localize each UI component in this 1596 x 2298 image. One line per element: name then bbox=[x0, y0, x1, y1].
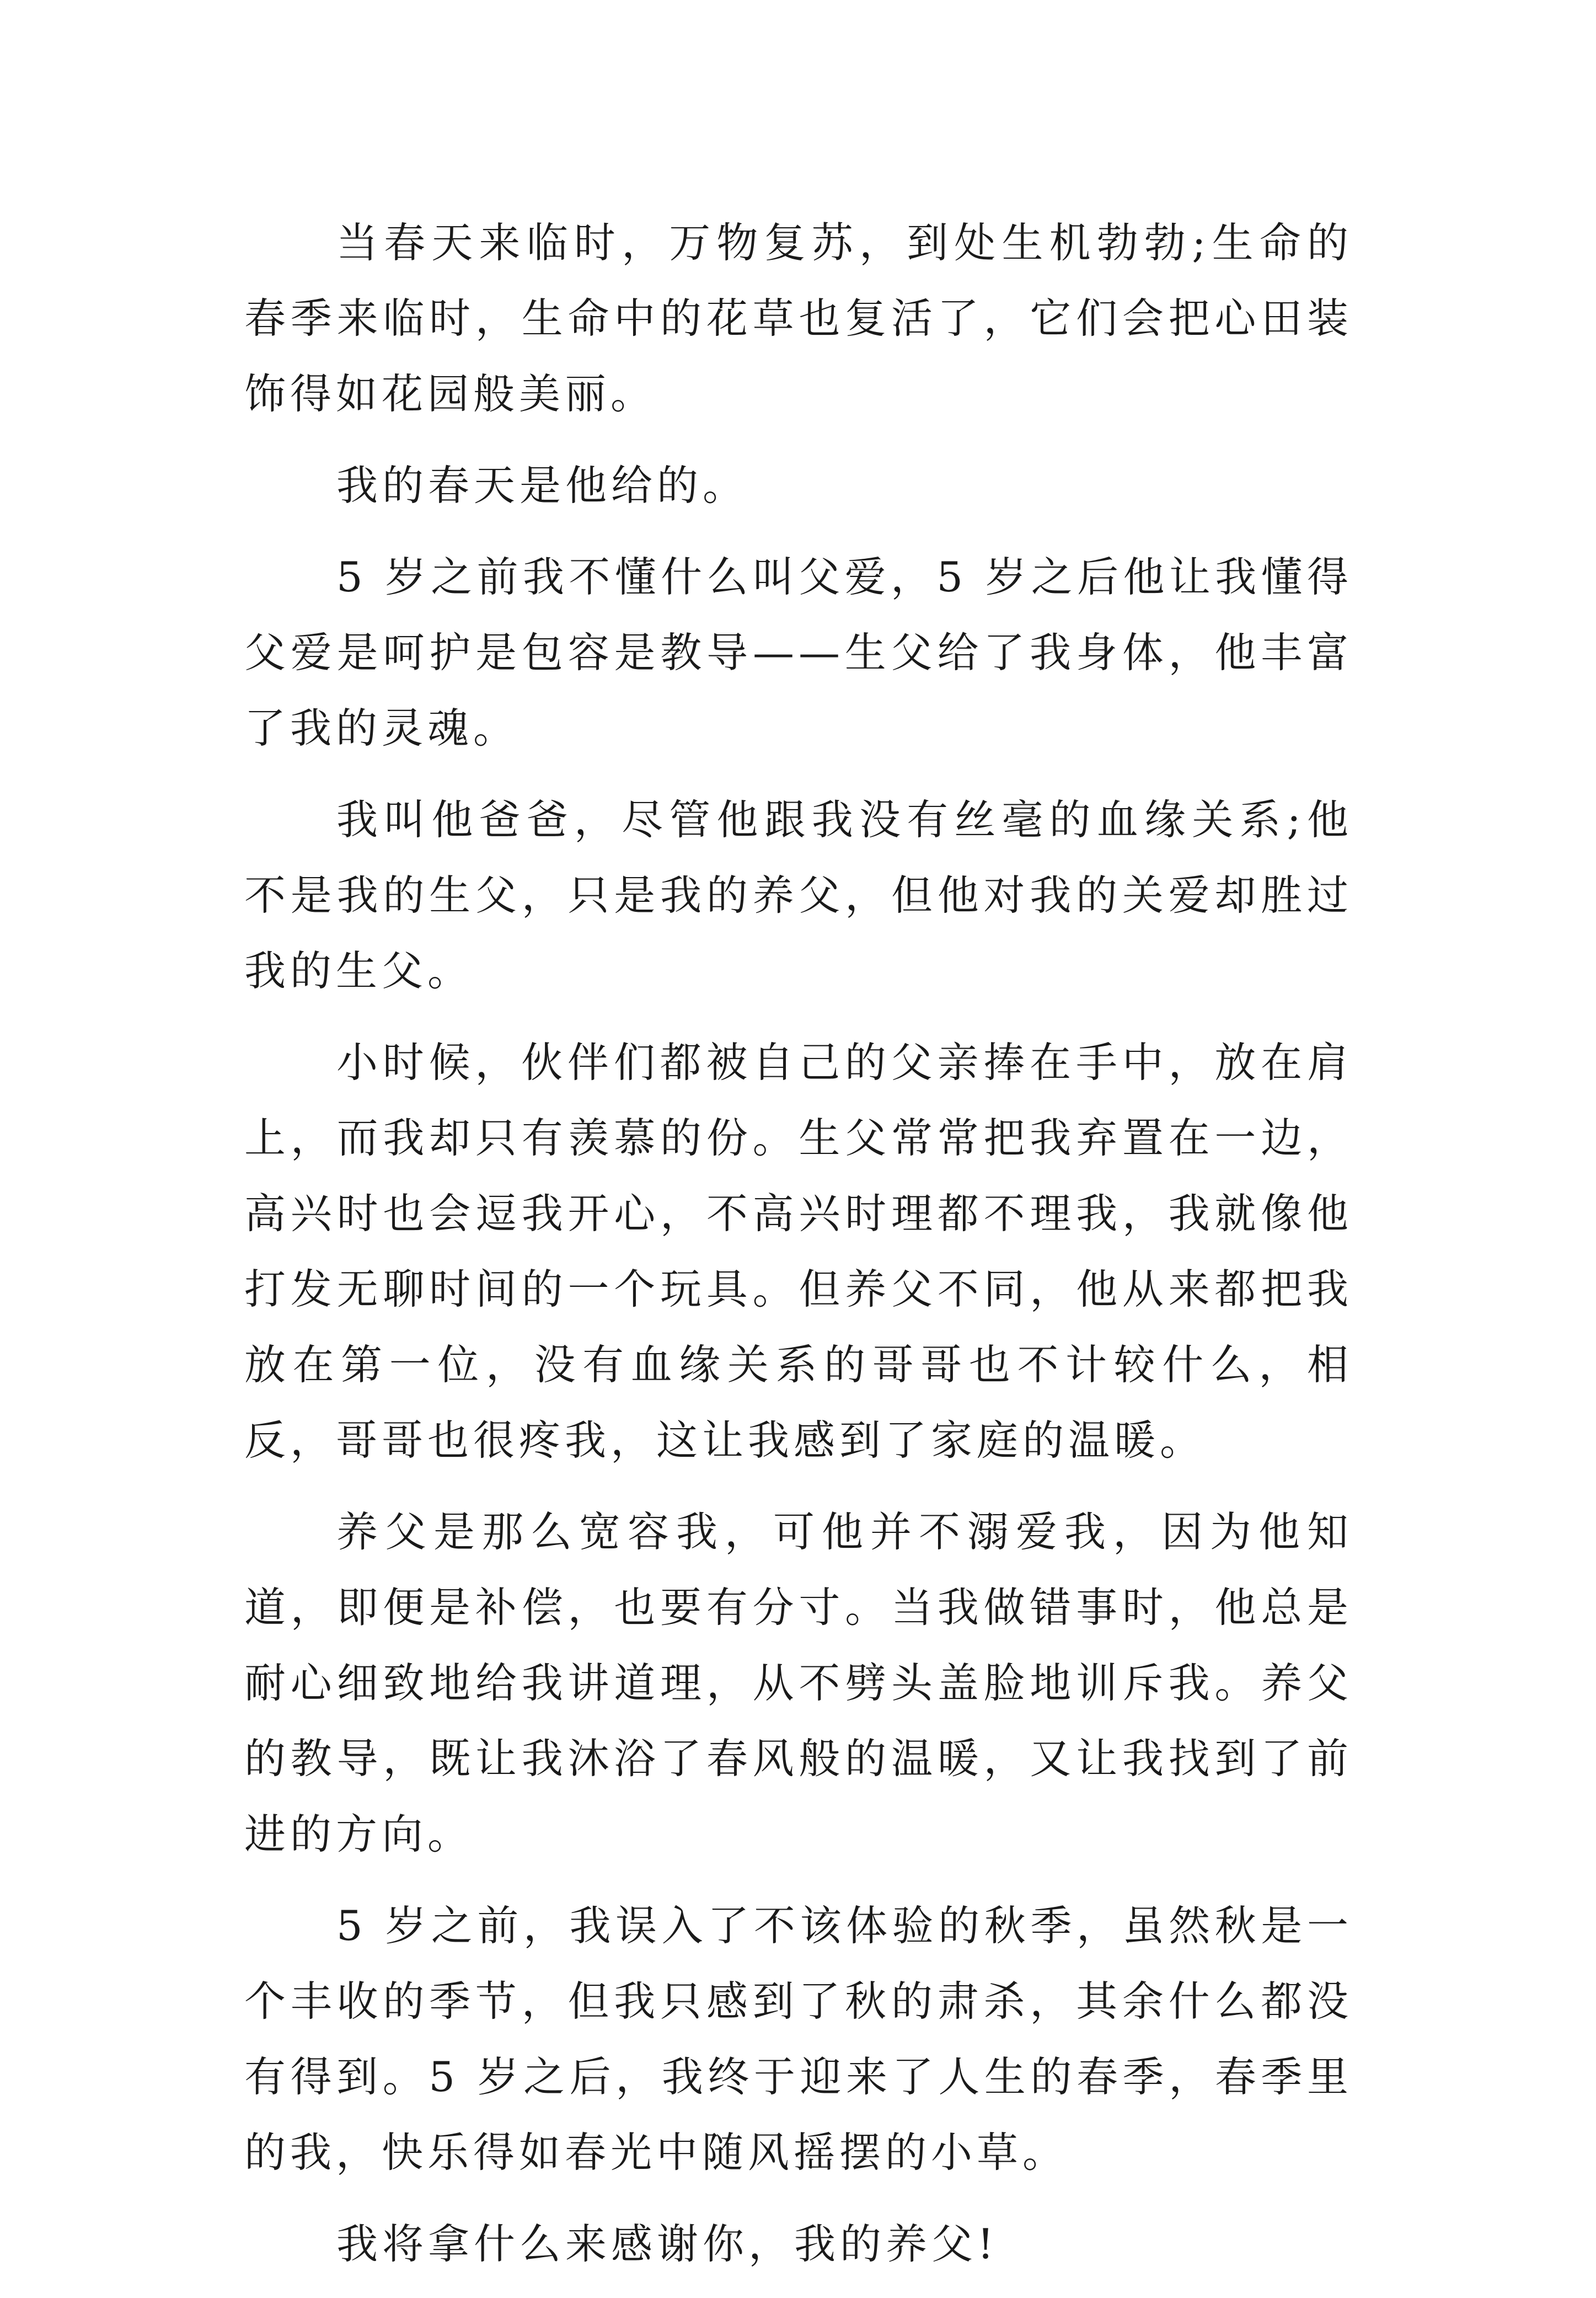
paragraph-4: 我叫他爸爸，尽管他跟我没有丝毫的血缘关系;他不是我的生父，只是我的养父，但他对我的关爱却胜过我的生父。 bbox=[244, 795, 1353, 995]
paragraph-8: 我将拿什么来感谢你，我的养父! bbox=[336, 2220, 999, 2268]
paragraph-7: 5 岁之前，我误入了不该体验的秋季，虽然秋是一个丰收的季节，但我只感到了秋的肃杀，其余什么都没有得到。5 岁之后，我终于迎来了人生的春季，春季里的我，快乐得如春光中随风摇摆的小草。 bbox=[244, 1901, 1353, 2177]
paragraph-3: 5 岁之前我不懂什么叫父爱，5 岁之后他让我懂得父爱是呵护是包容是教导——生父给了我身体，他丰富了我的灵魂。 bbox=[244, 553, 1353, 752]
paragraph-1: 当春天来临时，万物复苏，到处生机勃勃;生命的春季来临时，生命中的花草也复活了，它们会把心田装饰得如花园般美丽。 bbox=[244, 218, 1353, 418]
paragraph-5: 小时候，伙伴们都被自己的父亲捧在手中，放在肩上，而我却只有羡慕的份。生父常常把我弃置在一边，高兴时也会逗我开心，不高兴时理都不理我，我就像他打发无聊时间的一个玩具。但养父不同，他从来都把我放在第一位，没有血缘关系的哥哥也不计较什么，相反，哥哥也很疼我，这让我感到了家庭的温暖。 bbox=[244, 1038, 1353, 1465]
document-body bbox=[244, 205, 1353, 2298]
paragraph-6: 养父是那么宽容我，可他并不溺爱我，因为他知道，即便是补偿，也要有分寸。当我做错事时，他总是耐心细致地给我讲道理，从不劈头盖脸地训斥我。养父的教导，既让我沐浴了春风般的温暖，又让我找到了前进的方向。 bbox=[244, 1508, 1353, 1858]
paragraph-2: 我的春天是他给的。 bbox=[336, 461, 749, 510]
